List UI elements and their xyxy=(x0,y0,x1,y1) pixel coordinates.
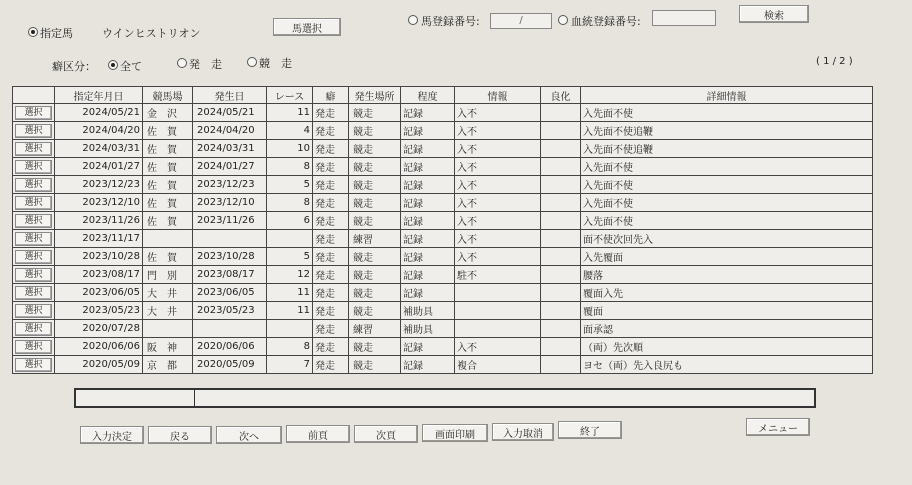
designated-date-cell: 2023/11/26 xyxy=(55,212,143,230)
improvement-cell xyxy=(541,248,581,266)
filter-all-label: 全て xyxy=(120,60,142,73)
place-cell: 競走 xyxy=(349,338,401,356)
designated-date-cell: 2023/12/10 xyxy=(55,194,143,212)
entry-strip xyxy=(74,388,816,408)
prev-page-button[interactable]: 前頁 xyxy=(286,425,350,443)
degree-cell: 記録 xyxy=(401,338,455,356)
designated-date-cell: 2023/05/23 xyxy=(55,302,143,320)
col-select xyxy=(13,87,55,104)
degree-cell: 記録 xyxy=(401,194,455,212)
col-place: 発生場所 xyxy=(349,87,401,104)
habit-cell: 発走 xyxy=(313,302,349,320)
detail-cell: 入先面不使 xyxy=(581,176,873,194)
table-row xyxy=(13,140,873,158)
select-cell xyxy=(13,158,55,176)
info-cell: 入不 xyxy=(455,176,541,194)
info-cell: 入不 xyxy=(455,194,541,212)
race-cell: 10 xyxy=(267,140,313,158)
detail-cell: 入先面不使追鞭 xyxy=(581,140,873,158)
select-cell xyxy=(13,284,55,302)
col-designated-date: 指定年月日 xyxy=(55,87,143,104)
occurrence-date-cell: 2024/05/21 xyxy=(193,104,267,122)
racecourse-cell: 京 都 xyxy=(143,356,193,374)
pedigree-reg-radio[interactable] xyxy=(558,15,568,25)
select-cell xyxy=(13,248,55,266)
col-habit: 癖 xyxy=(313,87,349,104)
degree-cell: 記録 xyxy=(401,122,455,140)
racecourse-cell: 金 沢 xyxy=(143,104,193,122)
designated-date-cell: 2020/05/09 xyxy=(55,356,143,374)
detail-cell: ヨセ（両）先入良尻も xyxy=(581,356,873,374)
degree-cell: 記録 xyxy=(401,230,455,248)
improvement-cell xyxy=(541,320,581,338)
designated-date-cell: 2024/05/21 xyxy=(55,104,143,122)
info-cell xyxy=(455,320,541,338)
designated-date-cell: 2023/10/28 xyxy=(55,248,143,266)
designated-horse-radio[interactable] xyxy=(28,27,38,37)
racecourse-cell: 大 井 xyxy=(143,302,193,320)
select-cell xyxy=(13,230,55,248)
racecourse-cell: 阪 神 xyxy=(143,338,193,356)
place-cell: 競走 xyxy=(349,158,401,176)
habit-cell: 発走 xyxy=(313,248,349,266)
race-cell: 12 xyxy=(267,266,313,284)
designated-date-cell: 2024/01/27 xyxy=(55,158,143,176)
select-cell xyxy=(13,122,55,140)
exit-button[interactable]: 終了 xyxy=(558,421,622,439)
row-select-button[interactable]: 選択 xyxy=(15,214,52,228)
table-row xyxy=(13,320,873,338)
table-row xyxy=(13,122,873,140)
detail-cell: 入先覆面 xyxy=(581,248,873,266)
race-cell: 6 xyxy=(267,212,313,230)
filter-race-label: 競 走 xyxy=(259,57,292,70)
row-select-button[interactable]: 選択 xyxy=(15,142,52,156)
table-row xyxy=(13,176,873,194)
racecourse-cell: 大 井 xyxy=(143,284,193,302)
race-cell: 5 xyxy=(267,248,313,266)
degree-cell: 記録 xyxy=(401,266,455,284)
row-select-button[interactable]: 選択 xyxy=(15,358,52,372)
improvement-cell xyxy=(541,284,581,302)
designated-date-cell: 2024/03/31 xyxy=(55,140,143,158)
improvement-cell xyxy=(541,122,581,140)
race-cell: 11 xyxy=(267,104,313,122)
habit-cell: 発走 xyxy=(313,230,349,248)
row-select-button[interactable]: 選択 xyxy=(15,160,52,174)
racecourse-cell: 門 別 xyxy=(143,266,193,284)
racecourse-cell: 佐 賀 xyxy=(143,194,193,212)
occurrence-date-cell: 2023/06/05 xyxy=(193,284,267,302)
degree-cell: 記録 xyxy=(401,140,455,158)
degree-cell: 記録 xyxy=(401,284,455,302)
info-cell: 入不 xyxy=(455,122,541,140)
filter-race-radio[interactable] xyxy=(247,57,257,67)
row-select-button[interactable]: 選択 xyxy=(15,178,52,192)
improvement-cell xyxy=(541,158,581,176)
row-select-button[interactable]: 選択 xyxy=(15,304,52,318)
row-select-button[interactable]: 選択 xyxy=(15,340,52,354)
place-cell: 練習 xyxy=(349,320,401,338)
table-row xyxy=(13,338,873,356)
racecourse-cell: 佐 賀 xyxy=(143,122,193,140)
detail-cell: 腰落 xyxy=(581,266,873,284)
habit-cell: 発走 xyxy=(313,140,349,158)
horse-reg-input[interactable]: / xyxy=(490,13,552,29)
select-cell xyxy=(13,104,55,122)
designated-date-cell: 2023/08/17 xyxy=(55,266,143,284)
habit-cell: 発走 xyxy=(313,176,349,194)
filter-start-label: 発 走 xyxy=(189,58,222,71)
racecourse-cell xyxy=(143,320,193,338)
designated-date-cell: 2023/11/17 xyxy=(55,230,143,248)
filter-start-radio[interactable] xyxy=(177,58,187,68)
confirm-input-button[interactable]: 入力決定 xyxy=(80,426,144,444)
degree-cell: 記録 xyxy=(401,356,455,374)
col-detail: 詳細情報 xyxy=(581,87,873,104)
designated-date-cell: 2023/12/23 xyxy=(55,176,143,194)
habit-cell: 発走 xyxy=(313,194,349,212)
table-row xyxy=(13,248,873,266)
page-indicator: ( 1 / 2 ) xyxy=(816,56,853,67)
info-cell: 入不 xyxy=(455,248,541,266)
next-page-button[interactable]: 次頁 xyxy=(354,425,418,443)
place-cell: 競走 xyxy=(349,266,401,284)
menu-button[interactable]: メニュー xyxy=(746,418,810,436)
detail-cell: 覆面入先 xyxy=(581,284,873,302)
racecourse-cell: 佐 賀 xyxy=(143,212,193,230)
table-row xyxy=(13,302,873,320)
filter-label: 癖区分： xyxy=(52,60,96,73)
racecourse-cell: 佐 賀 xyxy=(143,248,193,266)
row-select-button[interactable]: 選択 xyxy=(15,286,52,300)
designated-date-cell: 2020/06/06 xyxy=(55,338,143,356)
race-cell: 8 xyxy=(267,194,313,212)
row-select-button[interactable]: 選択 xyxy=(15,250,52,264)
col-degree: 程度 xyxy=(401,87,455,104)
improvement-cell xyxy=(541,140,581,158)
info-cell xyxy=(455,302,541,320)
row-select-button[interactable]: 選択 xyxy=(15,268,52,282)
racecourse-cell: 佐 賀 xyxy=(143,140,193,158)
entry-field-left[interactable] xyxy=(76,390,195,406)
improvement-cell xyxy=(541,230,581,248)
col-racecourse: 競馬場 xyxy=(143,87,193,104)
race-cell xyxy=(267,320,313,338)
place-cell: 競走 xyxy=(349,212,401,230)
select-cell xyxy=(13,194,55,212)
degree-cell: 補助具 xyxy=(401,320,455,338)
improvement-cell xyxy=(541,104,581,122)
place-cell: 競走 xyxy=(349,302,401,320)
next-button[interactable]: 次へ xyxy=(216,426,282,444)
designated-date-cell: 2020/07/28 xyxy=(55,320,143,338)
select-cell xyxy=(13,338,55,356)
degree-cell: 記録 xyxy=(401,212,455,230)
improvement-cell xyxy=(541,338,581,356)
habit-cell: 発走 xyxy=(313,284,349,302)
select-cell xyxy=(13,140,55,158)
habit-cell: 発走 xyxy=(313,122,349,140)
place-cell: 競走 xyxy=(349,248,401,266)
race-cell: 11 xyxy=(267,284,313,302)
habit-cell: 発走 xyxy=(313,104,349,122)
horse-reg-radio[interactable] xyxy=(408,15,418,25)
col-info: 情報 xyxy=(455,87,541,104)
row-select-button[interactable]: 選択 xyxy=(15,322,52,336)
designated-horse-label: 指定馬 xyxy=(40,27,73,40)
row-select-button[interactable]: 選択 xyxy=(15,232,52,246)
designated-date-cell: 2024/04/20 xyxy=(55,122,143,140)
improvement-cell xyxy=(541,212,581,230)
col-race: レース xyxy=(267,87,313,104)
info-cell: 入不 xyxy=(455,140,541,158)
occurrence-date-cell: 2024/03/31 xyxy=(193,140,267,158)
table-row xyxy=(13,230,873,248)
select-cell xyxy=(13,176,55,194)
place-cell: 競走 xyxy=(349,104,401,122)
info-cell: 複合 xyxy=(455,356,541,374)
degree-cell: 記録 xyxy=(401,104,455,122)
place-cell: 競走 xyxy=(349,194,401,212)
info-cell: 入不 xyxy=(455,230,541,248)
degree-cell: 記録 xyxy=(401,158,455,176)
place-cell: 競走 xyxy=(349,140,401,158)
racecourse-cell xyxy=(143,230,193,248)
info-cell xyxy=(455,284,541,302)
filter-all-radio[interactable] xyxy=(108,60,118,70)
habit-history-table xyxy=(12,86,873,374)
place-cell: 競走 xyxy=(349,356,401,374)
improvement-cell xyxy=(541,266,581,284)
info-cell: 入不 xyxy=(455,212,541,230)
occurrence-date-cell xyxy=(193,320,267,338)
place-cell: 競走 xyxy=(349,176,401,194)
pedigree-reg-input[interactable] xyxy=(652,10,716,26)
occurrence-date-cell: 2023/11/26 xyxy=(193,212,267,230)
improvement-cell xyxy=(541,176,581,194)
info-cell: 入不 xyxy=(455,104,541,122)
cancel-input-button[interactable]: 入力取消 xyxy=(492,423,554,441)
select-cell xyxy=(13,320,55,338)
habit-cell: 発走 xyxy=(313,212,349,230)
occurrence-date-cell: 2023/10/28 xyxy=(193,248,267,266)
place-cell: 練習 xyxy=(349,230,401,248)
detail-cell: 入先面不使 xyxy=(581,158,873,176)
table-header-row xyxy=(13,87,873,104)
place-cell: 競走 xyxy=(349,284,401,302)
detail-cell: 入先面不使 xyxy=(581,212,873,230)
table-row xyxy=(13,212,873,230)
detail-cell: 面不使次回先入 xyxy=(581,230,873,248)
col-improvement: 良化 xyxy=(541,87,581,104)
degree-cell: 記録 xyxy=(401,248,455,266)
habit-cell: 発走 xyxy=(313,158,349,176)
occurrence-date-cell: 2023/12/10 xyxy=(193,194,267,212)
row-select-button[interactable]: 選択 xyxy=(15,106,52,120)
select-cell xyxy=(13,266,55,284)
table-row xyxy=(13,194,873,212)
degree-cell: 補助具 xyxy=(401,302,455,320)
occurrence-date-cell: 2023/12/23 xyxy=(193,176,267,194)
table-row xyxy=(13,104,873,122)
table-row xyxy=(13,158,873,176)
improvement-cell xyxy=(541,302,581,320)
info-cell: 駐不 xyxy=(455,266,541,284)
row-select-button[interactable]: 選択 xyxy=(15,124,52,138)
select-cell xyxy=(13,302,55,320)
habit-cell: 発走 xyxy=(313,338,349,356)
race-cell: 7 xyxy=(267,356,313,374)
occurrence-date-cell: 2023/08/17 xyxy=(193,266,267,284)
detail-cell: （両）先次順 xyxy=(581,338,873,356)
race-cell: 5 xyxy=(267,176,313,194)
race-cell xyxy=(267,230,313,248)
habit-cell: 発走 xyxy=(313,320,349,338)
detail-cell: 入先面不使 xyxy=(581,194,873,212)
degree-cell: 記録 xyxy=(401,176,455,194)
designated-date-cell: 2023/06/05 xyxy=(55,284,143,302)
race-cell: 8 xyxy=(267,338,313,356)
race-cell: 11 xyxy=(267,302,313,320)
entry-field-right[interactable] xyxy=(195,390,814,406)
horse-select-button[interactable]: 馬選択 xyxy=(273,18,341,36)
racecourse-cell: 佐 賀 xyxy=(143,176,193,194)
table-row xyxy=(13,266,873,284)
select-cell xyxy=(13,356,55,374)
detail-cell: 覆面 xyxy=(581,302,873,320)
table-row xyxy=(13,284,873,302)
race-cell: 8 xyxy=(267,158,313,176)
detail-cell: 入先面不使 xyxy=(581,104,873,122)
habit-cell: 発走 xyxy=(313,356,349,374)
occurrence-date-cell: 2020/05/09 xyxy=(193,356,267,374)
detail-cell: 面承認 xyxy=(581,320,873,338)
occurrence-date-cell: 2023/05/23 xyxy=(193,302,267,320)
pedigree-reg-label: 血統登録番号: xyxy=(571,15,641,28)
row-select-button[interactable]: 選択 xyxy=(15,196,52,210)
race-cell: 4 xyxy=(267,122,313,140)
horse-name: ウインヒストリオン xyxy=(102,27,201,40)
improvement-cell xyxy=(541,194,581,212)
occurrence-date-cell: 2024/01/27 xyxy=(193,158,267,176)
place-cell: 競走 xyxy=(349,122,401,140)
horse-reg-label: 馬登録番号: xyxy=(421,15,480,28)
info-cell: 入不 xyxy=(455,158,541,176)
table-row xyxy=(13,356,873,374)
back-button[interactable]: 戻る xyxy=(148,426,212,444)
occurrence-date-cell: 2020/06/06 xyxy=(193,338,267,356)
occurrence-date-cell xyxy=(193,230,267,248)
occurrence-date-cell: 2024/04/20 xyxy=(193,122,267,140)
info-cell: 入不 xyxy=(455,338,541,356)
col-occurrence-date: 発生日 xyxy=(193,87,267,104)
detail-cell: 入先面不使追鞭 xyxy=(581,122,873,140)
habit-cell: 発走 xyxy=(313,266,349,284)
racecourse-cell: 佐 賀 xyxy=(143,158,193,176)
print-screen-button[interactable]: 画面印刷 xyxy=(422,424,488,442)
search-button[interactable]: 検索 xyxy=(739,5,809,23)
select-cell xyxy=(13,212,55,230)
improvement-cell xyxy=(541,356,581,374)
